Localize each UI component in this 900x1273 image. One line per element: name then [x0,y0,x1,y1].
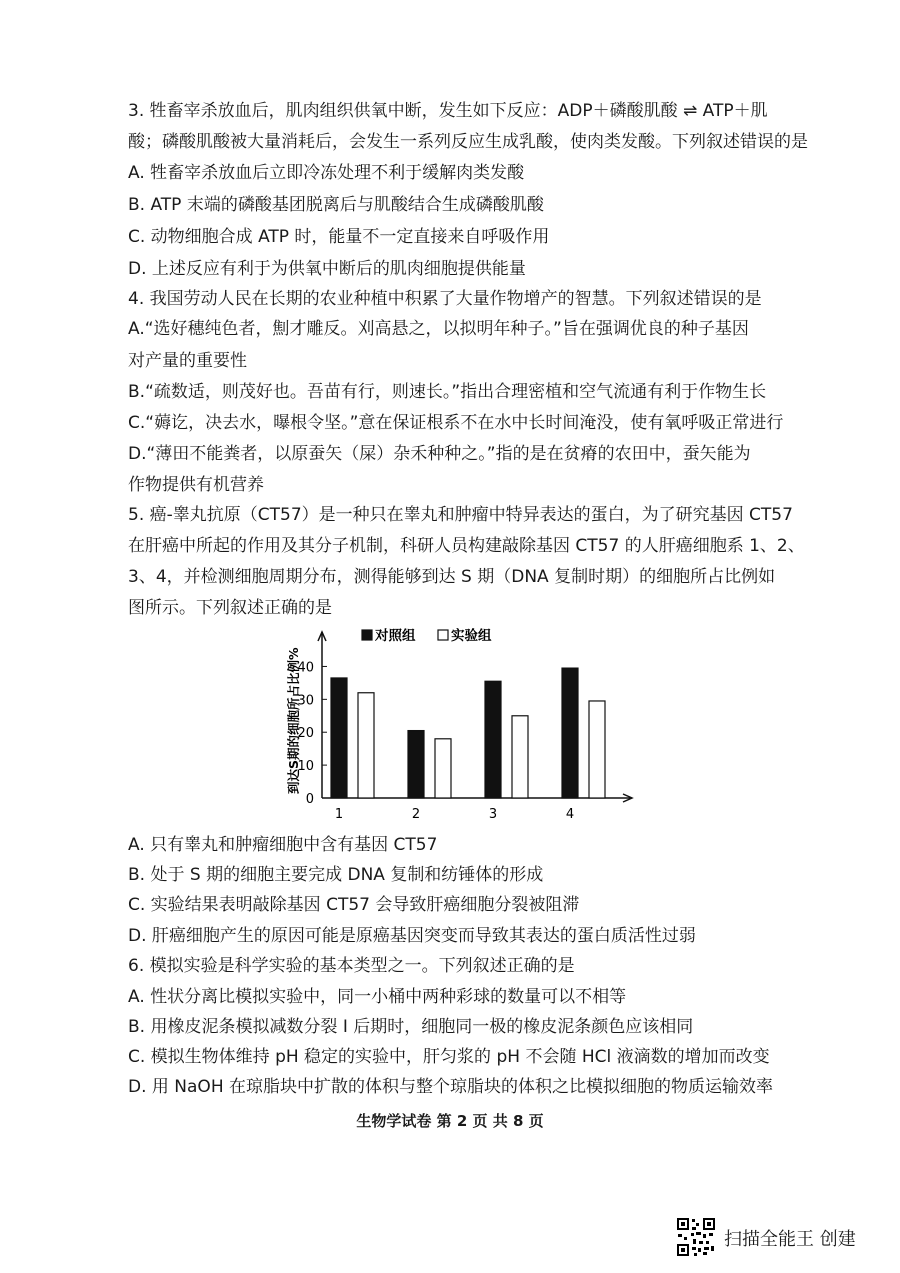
question-3-option-A: A. 牲畜宰杀放血后立即冷冻处理不利于缓解肉类发酸 [128,163,525,183]
question-4-stem-line: 4. 我国劳动人民在长期的农业种植中积累了大量作物增产的智慧。下列叙述错误的是 [128,289,762,309]
y-tick-label: 20 [297,726,314,742]
scanner-watermark [676,1215,876,1259]
bar-实验组-4 [589,701,605,798]
question-3-option-C: C. 动物细胞合成 ATP 时，能量不一定直接来自呼吸作用 [128,227,550,247]
bar-对照组-3 [485,681,501,798]
legend-swatch-实验组 [438,630,448,640]
question-5-option-C: C. 实验结果表明敲除基因 CT57 会导致肝癌细胞分裂被阻滞 [128,895,580,915]
bar-对照组-1 [331,678,347,798]
question-4-option-D: 作物提供有机营养 [128,475,264,495]
question-5-stem-line: 3、4，并检测细胞周期分布，测得能够到达 S 期（DNA 复制时期）的细胞所占比例如 [128,567,776,587]
question-6-option-C: C. 模拟生物体维持 pH 稳定的实验中，肝匀浆的 pH 不会随 HCl 液滴数的增加而改变 [128,1047,770,1067]
bar-对照组-2 [408,731,424,798]
legend-label: 对照组 [375,628,416,644]
x-tick-label: 3 [488,807,498,822]
bar-实验组-1 [358,693,374,798]
page-footer: 生物学试卷 第 2 页 共 8 页 [356,1112,544,1130]
question-5-option-B: B. 处于 S 期的细胞主要完成 DNA 复制和纺锤体的形成 [128,865,544,885]
y-tick-label: 40 [297,660,314,676]
bar-实验组-2 [435,739,451,798]
bar-实验组-3 [512,716,528,798]
question-3-option-D: D. 上述反应有利于为供氧中断后的肌肉细胞提供能量 [128,259,526,279]
y-tick-label: 10 [297,759,314,775]
question-3-stem-line: 3. 牲畜宰杀放血后，肌肉组织供氧中断，发生如下反应：ADP＋磷酸肌酸 ⇌ ATP＋肌 [128,101,768,121]
qr-code-icon [676,1217,716,1257]
question-4-option-A: 对产量的重要性 [128,351,247,371]
s-phase-bar-chart [270,620,650,830]
y-tick-label: 0 [305,792,314,807]
question-6-option-B: B. 用橡皮泥条模拟减数分裂 Ⅰ 后期时，细胞同一极的橡皮泥条颜色应该相同 [128,1017,694,1037]
question-5-stem-line: 5. 癌-睾丸抗原（CT57）是一种只在睾丸和肿瘤中特异表达的蛋白，为了研究基因 CT57 [128,505,793,525]
bar-对照组-4 [562,668,578,798]
question-6-option-A: A. 性状分离比模拟实验中，同一小桶中两种彩球的数量可以不相等 [128,987,627,1007]
y-tick-label: 30 [297,693,314,709]
legend-swatch-对照组 [362,630,372,640]
question-4-option-D: D.“薄田不能粪者，以原蚕矢（屎）杂禾种种之。”指的是在贫瘠的农田中，蚕矢能为 [128,444,751,464]
question-3-option-B: B. ATP 末端的磷酸基团脱离后与肌酸结合生成磷酸肌酸 [128,195,544,215]
question-5-option-D: D. 肝癌细胞产生的原因可能是原癌基因突变而导致其表达的蛋白质活性过弱 [128,926,696,946]
y-axis-label: 到达S期的细胞所占比例% [286,647,301,794]
question-5-stem-line: 在肝癌中所起的作用及其分子机制，科研人员构建敲除基因 CT57 的人肝癌细胞系 1、2、 [128,536,805,556]
legend-label: 实验组 [451,628,492,644]
question-5-option-A: A. 只有睾丸和肿瘤细胞中含有基因 CT57 [128,835,438,855]
scanner-watermark-text: 扫描全能王 创建 [724,1229,856,1250]
question-5-stem-line: 图所示。下列叙述正确的是 [128,598,332,618]
x-tick-label: 4 [565,807,575,822]
question-3-stem-line: 酸；磷酸肌酸被大量消耗后，会发生一系列反应生成乳酸，使肉类发酸。下列叙述错误的是 [128,132,808,152]
question-6-stem-line: 6. 模拟实验是科学实验的基本类型之一。下列叙述正确的是 [128,956,575,976]
x-tick-label: 2 [411,807,421,822]
x-tick-label: 1 [334,807,344,822]
question-4-option-A: A.“选好穗纯色者，劁才雕反。刈高悬之，以拟明年种子。”旨在强调优良的种子基因 [128,319,749,339]
question-6-option-D: D. 用 NaOH 在琼脂块中扩散的体积与整个琼脂块的体积之比模拟细胞的物质运输效率 [128,1077,774,1097]
question-4-option-C: C.“薅讫，决去水，曝根令坚。”意在保证根系不在水中长时间淹没，使有氧呼吸正常进行 [128,413,784,433]
question-4-option-B: B.“疏数适，则茂好也。吾苗有行，则速长。”指出合理密植和空气流通有利于作物生长 [128,382,767,402]
